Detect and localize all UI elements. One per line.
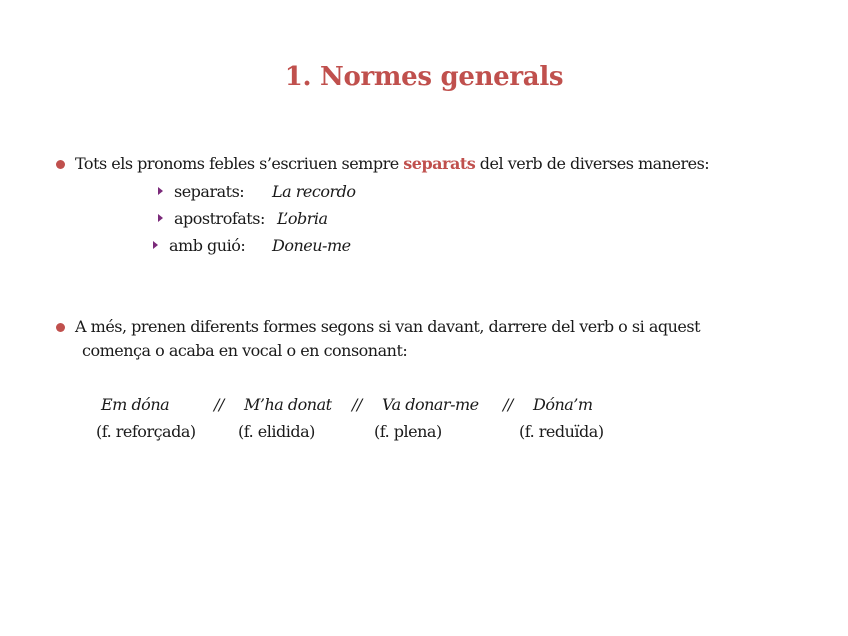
bullet-dot: [56, 323, 65, 332]
form-label: (f. plena): [374, 422, 442, 441]
bullet-dot: [56, 160, 65, 169]
bullet-2-line-1: A més, prenen diferents formes segons si van davant, darrere del verb o si aquest: [75, 317, 701, 336]
sub-item-label: amb guió:: [169, 236, 246, 255]
example-item: Va donar-me: [382, 395, 479, 414]
bullet-1-before: Tots els pronoms febles s’escriuen sempre: [75, 154, 404, 173]
bullet-1-after: del verb de diverses maneres:: [475, 154, 710, 173]
bullet-2-line-2: comença o acaba en vocal o en consonant:: [82, 341, 408, 360]
sub-item-label: apostrofats:: [174, 209, 265, 228]
example-item: M’ha donat: [244, 395, 332, 414]
bullet-1-highlight: separats: [403, 154, 476, 173]
example-item: Em dóna: [101, 395, 170, 414]
bullet-1-text: [75, 154, 709, 173]
slide-title: 1. Normes generals: [284, 62, 564, 92]
example-item: Dóna’m: [533, 395, 593, 414]
sub-item-label: separats:: [174, 182, 245, 201]
example-separator: //: [503, 395, 513, 414]
sub-item-example: L’obria: [277, 209, 328, 228]
example-separator: //: [352, 395, 362, 414]
form-label: (f. elidida): [238, 422, 315, 441]
example-separator: //: [214, 395, 224, 414]
sub-item-example: La recordo: [272, 182, 356, 201]
arrow-bullet-icon: [158, 187, 163, 195]
sub-item-example: Doneu-me: [272, 236, 351, 255]
form-label: (f. reduïda): [519, 422, 604, 441]
arrow-bullet-icon: [153, 241, 158, 249]
form-label: (f. reforçada): [96, 422, 196, 441]
arrow-bullet-icon: [158, 214, 163, 222]
